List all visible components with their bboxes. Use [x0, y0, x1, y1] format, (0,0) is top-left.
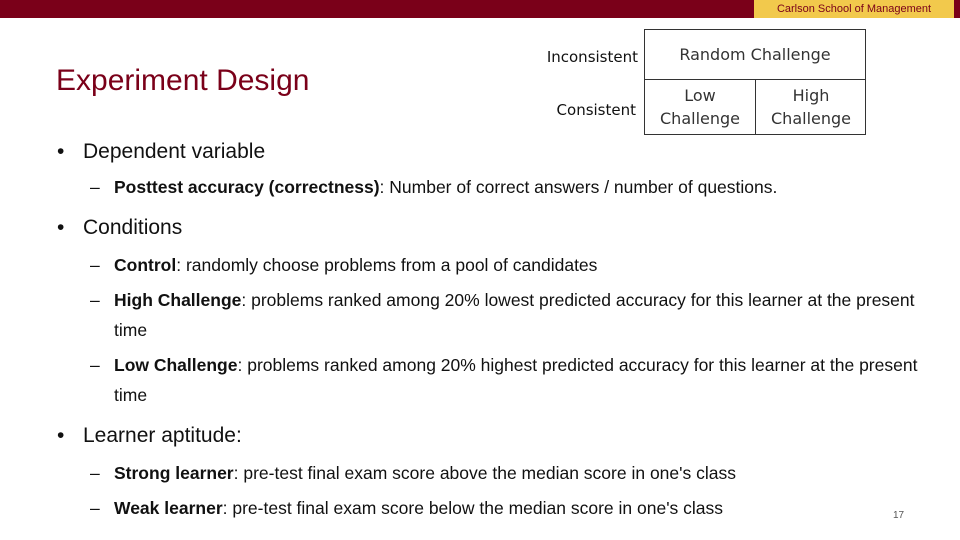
- sub-item-text: : Number of correct answers / number of questions.: [379, 177, 778, 197]
- sub-item-term: Low Challenge: [114, 355, 238, 375]
- section-heading: Learner aptitude:: [83, 424, 242, 447]
- sub-item: [90, 493, 937, 523]
- cell-low-challenge-line1: Low: [684, 86, 716, 105]
- sub-item-term: Control: [114, 255, 177, 275]
- cell-high-challenge-line1: High: [792, 86, 830, 105]
- sub-item-text: : pre-test final exam score below the median score in one's class: [222, 498, 724, 518]
- page-number: 17: [893, 510, 905, 521]
- slide-title: Experiment Design: [56, 64, 310, 97]
- brand-logo: Carlson School of Management: [754, 0, 954, 18]
- bullet-dependent-variable: [57, 138, 937, 166]
- cell-low-challenge-line2: Challenge: [660, 109, 740, 128]
- dash-icon: –: [90, 255, 100, 275]
- bullet-learner-aptitude: [57, 422, 937, 450]
- sub-item: [90, 350, 937, 410]
- sub-item-term: High Challenge: [114, 290, 242, 310]
- sub-item: [90, 172, 937, 202]
- sub-item: [90, 250, 937, 280]
- cell-high-challenge-line2: Challenge: [771, 109, 851, 128]
- row-label-inconsistent: Inconsistent: [546, 48, 638, 66]
- dash-icon: –: [90, 498, 100, 518]
- bullet-dot-icon: •: [57, 140, 65, 163]
- sub-item-term: Strong learner: [114, 463, 234, 483]
- cell-random-challenge-label: Random Challenge: [679, 45, 831, 64]
- sub-item-term: Weak learner: [114, 498, 223, 518]
- sub-item-text: : problems ranked among 20% highest predicted accuracy for this learner at the present time: [114, 355, 918, 405]
- bullet-conditions: [57, 214, 937, 242]
- sub-item-text: : problems ranked among 20% lowest predicted accuracy for this learner at the present time: [114, 290, 915, 340]
- sub-item-term: Posttest accuracy (correctness): [114, 177, 380, 197]
- section-heading: Dependent variable: [83, 140, 266, 163]
- bullet-list: [57, 138, 937, 523]
- cell-high-challenge: [756, 80, 866, 134]
- sub-item: [90, 458, 937, 488]
- sub-item: [90, 285, 937, 345]
- section-heading: Conditions: [83, 216, 183, 239]
- bullet-dot-icon: •: [57, 424, 65, 447]
- dash-icon: –: [90, 290, 100, 310]
- cell-random-challenge: [645, 30, 865, 80]
- bullet-dot-icon: •: [57, 216, 65, 239]
- design-table: [644, 29, 866, 135]
- dash-icon: –: [90, 355, 100, 375]
- sub-item-text: : randomly choose problems from a pool of candidates: [176, 255, 598, 275]
- row-label-consistent: Consistent: [556, 101, 636, 119]
- cell-low-challenge: [645, 80, 756, 134]
- dash-icon: –: [90, 463, 100, 483]
- dash-icon: –: [90, 177, 100, 197]
- header-bar: [0, 0, 960, 18]
- sub-item-text: : pre-test final exam score above the median score in one's class: [233, 463, 736, 483]
